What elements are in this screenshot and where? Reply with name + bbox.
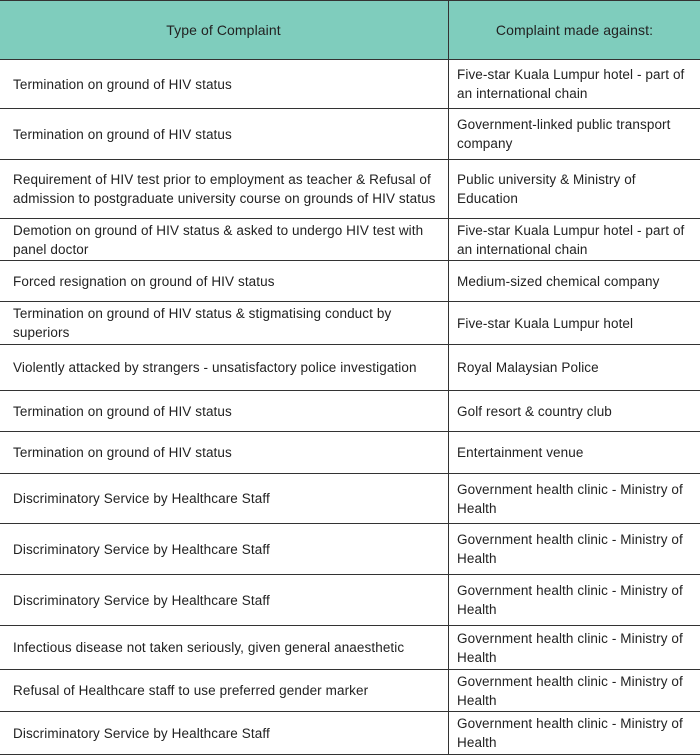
complaint-against-cell: Five-star Kuala Lumpur hotel - part of an international chain — [449, 60, 700, 109]
complaint-against-cell: Government health clinic - Ministry of Health — [449, 474, 700, 524]
complaint-type-cell: Refusal of Healthcare staff to use preferred gender marker — [0, 670, 449, 712]
table-row — [0, 109, 700, 160]
complaint-type-cell: Infectious disease not taken seriously, given general anaesthetic — [0, 626, 449, 670]
complaint-type-cell: Termination on ground of HIV status — [0, 60, 449, 109]
complaint-type-cell: Termination on ground of HIV status — [0, 391, 449, 432]
table-row — [0, 626, 700, 670]
complaint-against-cell: Government health clinic - Ministry of Health — [449, 670, 700, 712]
complaint-type-cell: Discriminatory Service by Healthcare Staff — [0, 524, 449, 575]
complaint-against-cell: Five-star Kuala Lumpur hotel - part of an international chain — [449, 219, 700, 261]
complaint-against-cell: Government health clinic - Ministry of Health — [449, 524, 700, 575]
complaint-against-cell: Entertainment venue — [449, 432, 700, 474]
header-row — [0, 1, 700, 60]
complaint-against-cell: Public university & Ministry of Education — [449, 160, 700, 219]
complaint-type-cell: Demotion on ground of HIV status & asked to undergo HIV test with panel doctor — [0, 219, 449, 261]
complaint-against-cell: Medium-sized chemical company — [449, 261, 700, 302]
complaint-type-cell: Forced resignation on ground of HIV status — [0, 261, 449, 302]
complaint-against-cell: Five-star Kuala Lumpur hotel — [449, 302, 700, 345]
complaint-against-cell: Government health clinic - Ministry of Health — [449, 712, 700, 755]
complaint-type-cell: Discriminatory Service by Healthcare Staff — [0, 575, 449, 626]
complaint-type-cell: Violently attacked by strangers - unsatisfactory police investigation — [0, 345, 449, 391]
table-row — [0, 670, 700, 712]
complaint-against-cell: Golf resort & country club — [449, 391, 700, 432]
complaint-against-cell: Royal Malaysian Police — [449, 345, 700, 391]
complaint-against-cell: Government-linked public transport company — [449, 109, 700, 160]
table-row — [0, 219, 700, 261]
table-row — [0, 160, 700, 219]
header-complaint-made-against: Complaint made against: — [449, 1, 700, 60]
table-row — [0, 302, 700, 345]
complaint-type-cell: Discriminatory Service by Healthcare Staff — [0, 474, 449, 524]
complaint-against-cell: Government health clinic - Ministry of Health — [449, 575, 700, 626]
complaint-type-cell: Termination on ground of HIV status — [0, 432, 449, 474]
complaint-type-cell: Discriminatory Service by Healthcare Staff — [0, 712, 449, 755]
complaint-type-cell: Termination on ground of HIV status — [0, 109, 449, 160]
complaint-type-cell: Termination on ground of HIV status & stigmatising conduct by superiors — [0, 302, 449, 345]
header-type-of-complaint: Type of Complaint — [0, 1, 449, 60]
table-row — [0, 261, 700, 302]
complaint-type-cell: Requirement of HIV test prior to employment as teacher & Refusal of admission to postgraduate university course on grounds of HIV status — [0, 160, 449, 219]
table-row — [0, 60, 700, 109]
table-row — [0, 575, 700, 626]
table-row — [0, 432, 700, 474]
complaint-against-cell: Government health clinic - Ministry of Health — [449, 626, 700, 670]
table-row — [0, 345, 700, 391]
table-row — [0, 712, 700, 755]
table-row — [0, 474, 700, 524]
table-row — [0, 524, 700, 575]
table-row — [0, 391, 700, 432]
